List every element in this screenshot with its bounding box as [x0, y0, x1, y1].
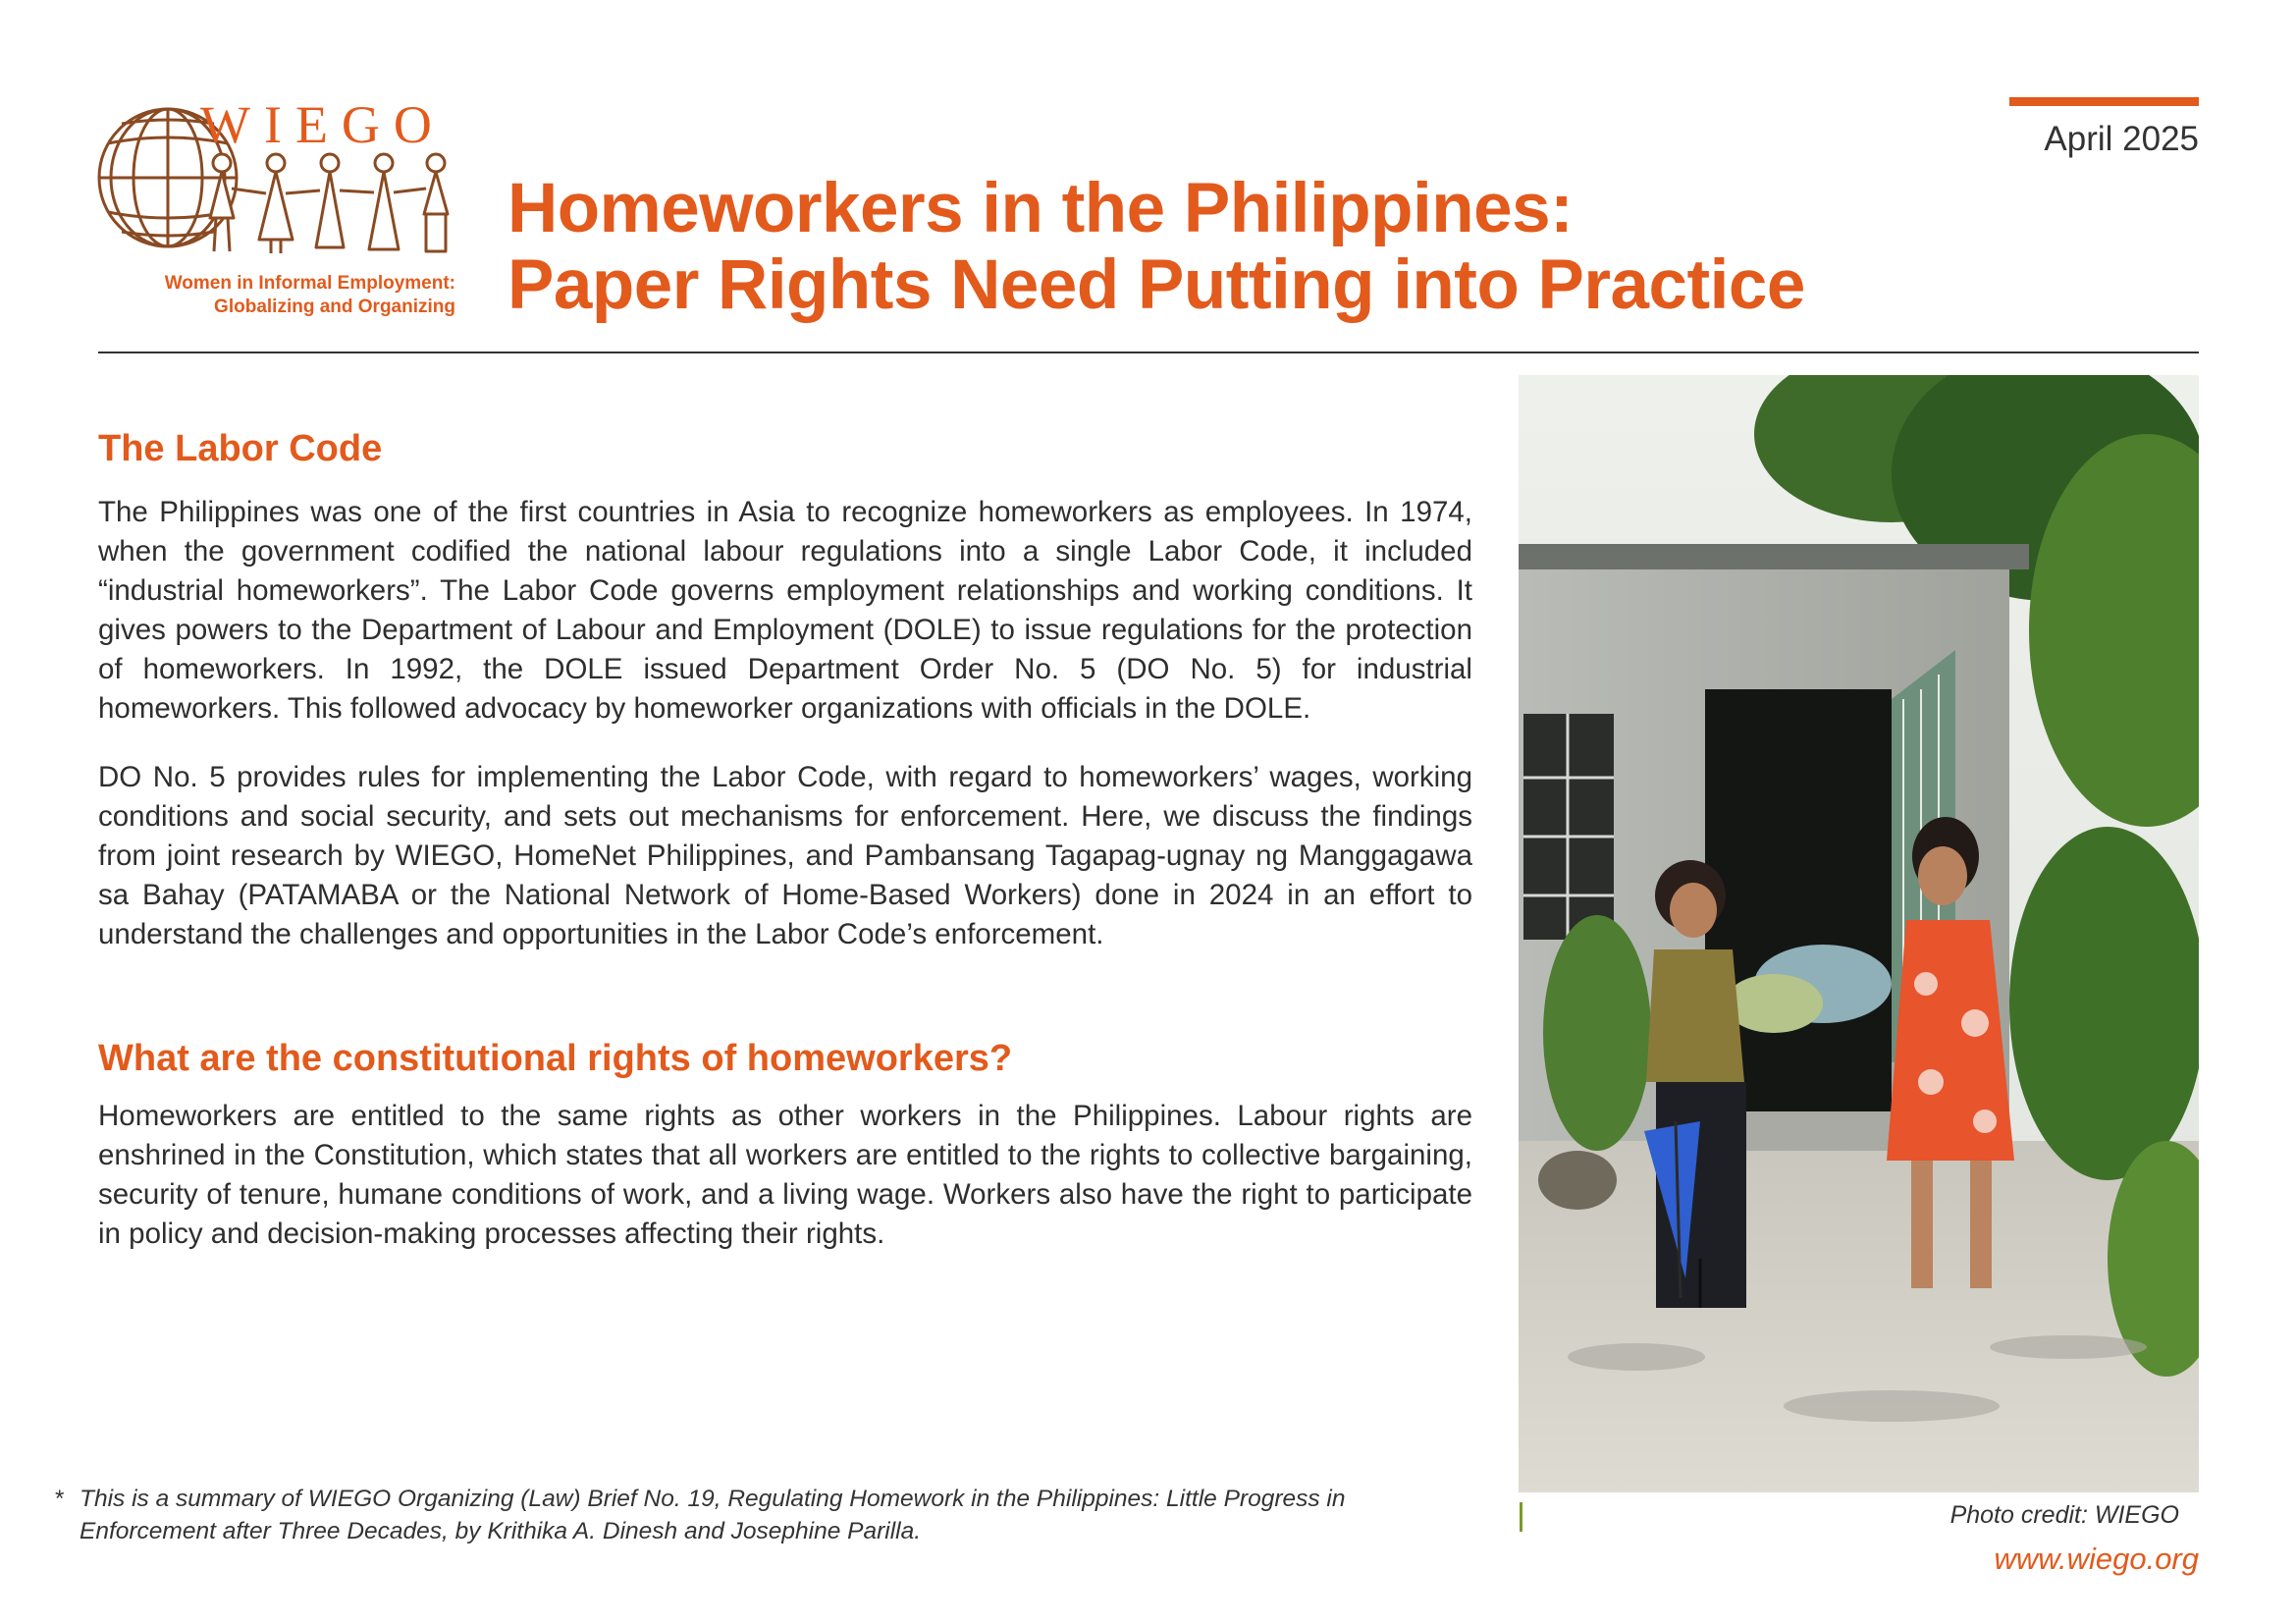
website-link[interactable]: www.wiego.org [1994, 1542, 2199, 1576]
women-figures-icon [192, 149, 457, 259]
footnote-marker: * [54, 1486, 64, 1512]
paragraph-labor-code-1: The Philippines was one of the first countries in Asia to recognize homeworkers as employees. In 1974, when the government codified the national labour regulations into a single Labor Code, it included “industrial homeworkers”. The Labor Code governs employment relationships and working conditions. It gives powers to the Department of Labour and Employment (DOLE) to issue regulations for the protection of homeworkers. In 1992, the DOLE issued Department Order No. 5 (DO No. 5) for industrial homeworkers. This followed advocacy by homeworker organizations with officials in the DOLE. [98, 496, 1472, 725]
section-heading-labor-code: The Labor Code [98, 428, 383, 469]
photo-credit: Photo credit: WIEGO [1949, 1501, 2179, 1529]
page-title-line1: Homeworkers in the Philippines: [507, 170, 1574, 247]
logo-tagline-line2: Globalizing and Organizing [214, 297, 455, 317]
logo-wordmark: WIEGO [200, 95, 446, 154]
paragraph-labor-code-2: DO No. 5 provides rules for implementing the Labor Code, with regard to homeworkers’ wages, working conditions and social security, and sets out mechanisms for enforcement. Here, we discuss the findings from joint research by WIEGO, HomeNet Philippines, and Pambansang Tagapag-ugnay ng Manggagawa sa Bahay (PATAMABA or the National Network of Home-Based Workers) done in 2024 in an effort to understand the challenges and opportunities in the Labor Code’s enforcement. [98, 761, 1472, 950]
logo-tagline-line1: Women in Informal Employment: [164, 273, 455, 294]
page-title-line2: Paper Rights Need Putting into Practice [507, 246, 1805, 324]
date-accent-bar [2009, 97, 2199, 106]
homeworkers-photo [1519, 375, 2199, 1492]
photo-illustration [1519, 375, 2199, 1492]
photo-caption-tick [1520, 1502, 1522, 1532]
footnote-line2: Enforcement after Three Decades, by Krithika A. Dinesh and Josephine Parilla. [80, 1518, 922, 1544]
wiego-logo[interactable] [94, 94, 467, 330]
footnote-line1: This is a summary of WIEGO Organizing (Law) Brief No. 19, Regulating Homework in the Philippines: Little Progress in [80, 1486, 1346, 1512]
header-divider [98, 352, 2199, 353]
section-heading-constitutional-rights: What are the constitutional rights of homeworkers? [98, 1038, 1013, 1079]
publication-date: April 2025 [2044, 120, 2199, 158]
paragraph-constitutional-rights: Homeworkers are entitled to the same rights as other workers in the Philippines. Labour rights are enshrined in the Constitution, which states that all workers are entitled to the rights to collective bargaining, security of tenure, humane conditions of work, and a living wage. Workers also have the right to participate in policy and decision-making processes affecting their rights. [98, 1100, 1472, 1250]
